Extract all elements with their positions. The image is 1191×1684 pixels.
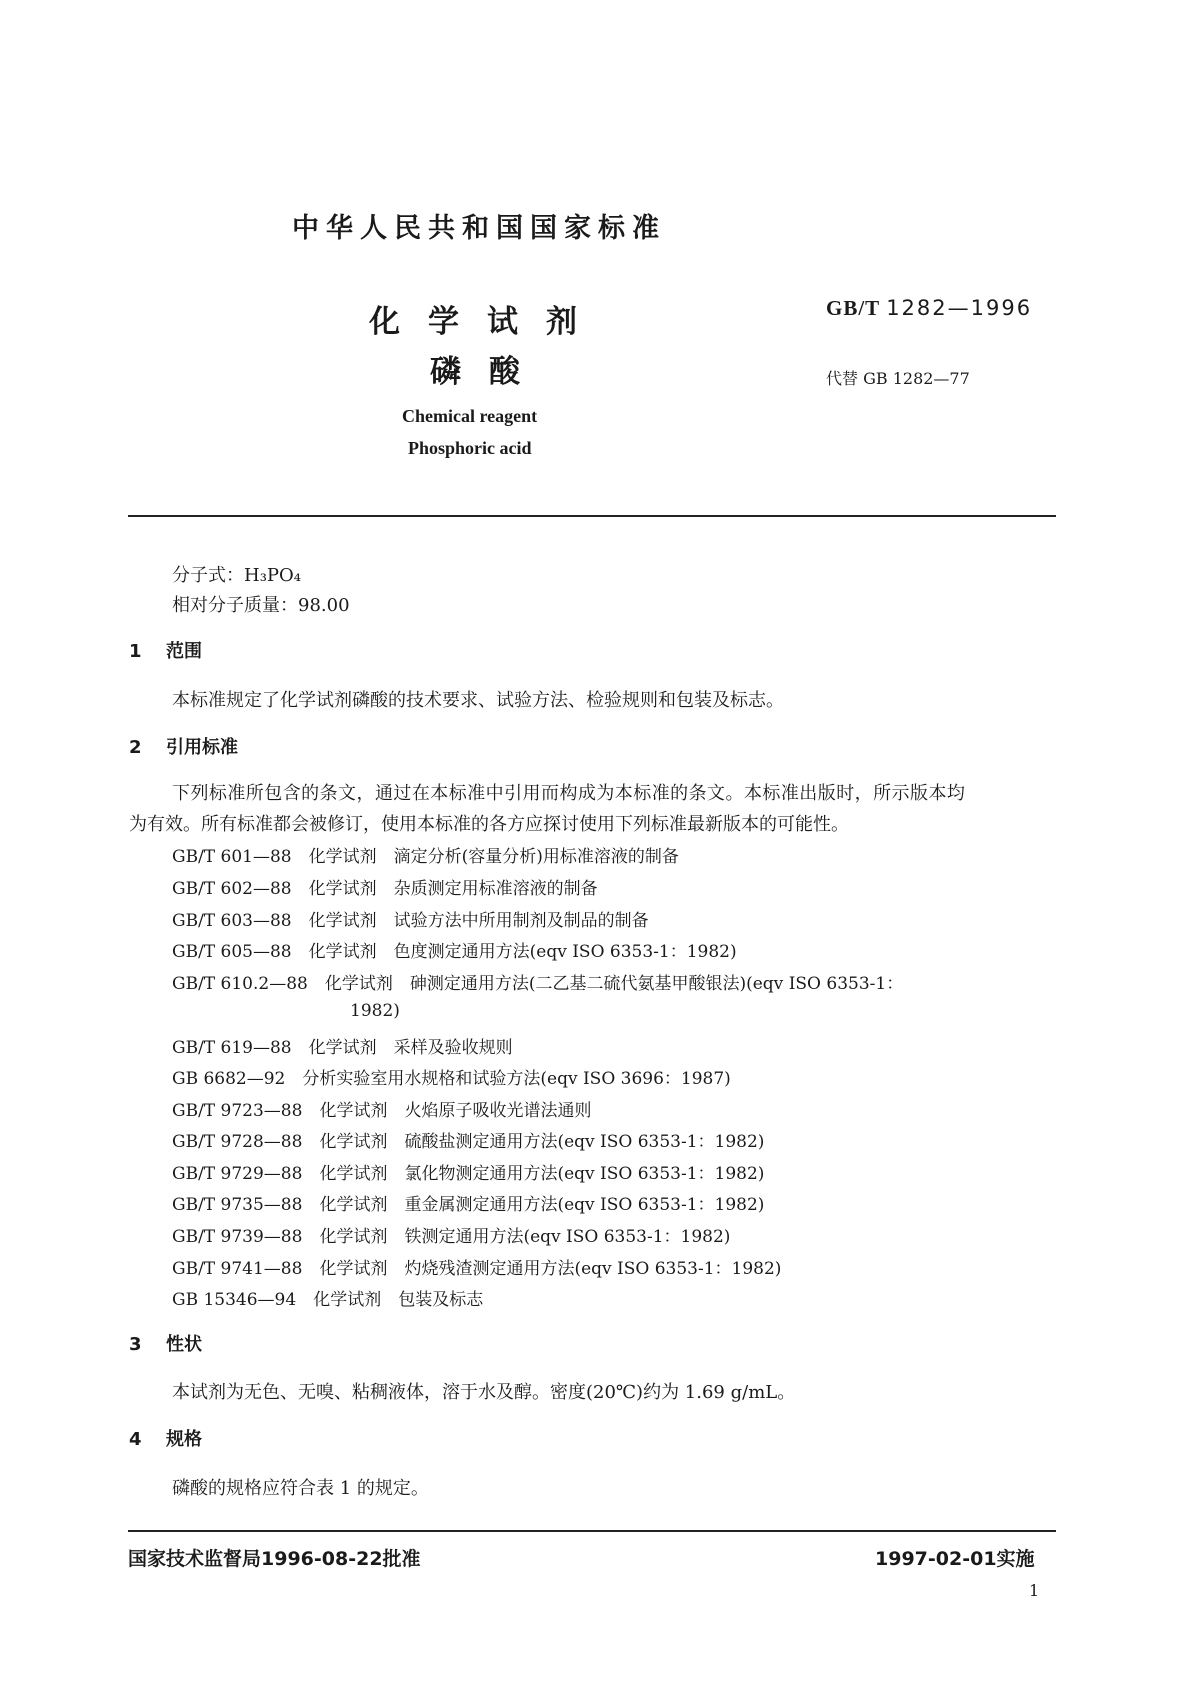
section-title: 引用标准 [166, 737, 238, 758]
reference-item: GB/T 605—88 化学试剂 色度测定通用方法(eqv ISO 6353-1：1982) [172, 942, 737, 962]
reference-item: GB/T 619—88 化学试剂 采样及验收规则 [172, 1038, 513, 1058]
standard-code-number: 1282—1996 [886, 296, 1033, 320]
section-body-references-line2: 为有效。所有标准都会被修订，使用本标准的各方应探讨使用下列标准最新版本的可能性。 [129, 814, 849, 835]
national-standard-title: 中华人民共和国国家标准 [292, 213, 666, 244]
section-body-specification: 磷酸的规格应符合表 1 的规定。 [172, 1478, 429, 1499]
document-title-line2: 磷酸 [430, 354, 548, 390]
section-number: 1 [129, 641, 142, 662]
section-heading-scope [129, 637, 202, 663]
page-number: 1 [1029, 1581, 1040, 1600]
section-heading-properties [129, 1330, 202, 1356]
molecular-mass-value: 98.00 [298, 595, 350, 616]
english-title-line1: Chemical reagent [402, 406, 538, 426]
molecular-formula-label: 分子式： [172, 565, 244, 586]
section-body-properties: 本试剂为无色、无嗅、粘稠液体，溶于水及醇。密度(20℃)约为 1.69 g/mL。 [172, 1382, 796, 1403]
reference-item: GB/T 601—88 化学试剂 滴定分析(容量分析)用标准溶液的制备 [172, 847, 679, 867]
replaces-standard: 代替 GB 1282—77 [826, 369, 970, 388]
section-heading-specification [129, 1425, 202, 1451]
reference-item: GB/T 9741—88 化学试剂 灼烧残渣测定通用方法(eqv ISO 6353-1：1982) [172, 1259, 782, 1279]
reference-item: GB/T 602—88 化学试剂 杂质测定用标准溶液的制备 [172, 879, 598, 899]
molecular-formula [172, 561, 301, 587]
molecular-formula-value: H₃PO₄ [244, 565, 301, 586]
section-number: 4 [129, 1429, 142, 1450]
effective-date: 1997-02-01实施 [875, 1548, 1035, 1570]
reference-item: GB/T 9735—88 化学试剂 重金属测定通用方法(eqv ISO 6353-1：1982) [172, 1195, 765, 1215]
reference-item: GB/T 9729—88 化学试剂 氯化物测定通用方法(eqv ISO 6353-1：1982) [172, 1164, 765, 1184]
reference-item: GB 6682—92 分析实验室用水规格和试验方法(eqv ISO 3696：1987) [172, 1069, 731, 1089]
approval-date: 国家技术监督局1996-08-22批准 [128, 1548, 421, 1570]
reference-item: GB/T 9739—88 化学试剂 铁测定通用方法(eqv ISO 6353-1：1982) [172, 1227, 731, 1247]
standard-code-prefix: GB/T [826, 296, 881, 320]
footer-divider [128, 1530, 1056, 1532]
section-title: 范围 [166, 641, 202, 662]
reference-item-continuation: 1982) [350, 1001, 400, 1021]
molecular-mass-label: 相对分子质量： [172, 595, 298, 616]
section-body-scope: 本标准规定了化学试剂磷酸的技术要求、试验方法、检验规则和包装及标志。 [172, 690, 784, 711]
english-title-line2: Phosphoric acid [408, 438, 532, 458]
section-number: 3 [129, 1334, 142, 1355]
reference-item: GB/T 603—88 化学试剂 试验方法中所用制剂及制品的制备 [172, 911, 649, 931]
header-divider [128, 515, 1056, 517]
section-title: 性状 [166, 1334, 202, 1355]
document-title-line1: 化学试剂 [369, 304, 605, 340]
section-heading-references [129, 733, 238, 759]
standard-code [826, 296, 1032, 321]
reference-item: GB 15346—94 化学试剂 包装及标志 [172, 1290, 484, 1310]
reference-item: GB/T 9723—88 化学试剂 火焰原子吸收光谱法通则 [172, 1101, 592, 1121]
reference-item: GB/T 9728—88 化学试剂 硫酸盐测定通用方法(eqv ISO 6353-1：1982) [172, 1132, 765, 1152]
section-title: 规格 [166, 1429, 202, 1450]
section-number: 2 [129, 737, 142, 758]
molecular-mass [172, 591, 350, 617]
reference-item: GB/T 610.2—88 化学试剂 砷测定通用方法(二乙基二硫代氨基甲酸银法)(eqv ISO 6353-1： [172, 974, 904, 994]
section-body-references-line1: 下列标准所包含的条文，通过在本标准中引用而构成为本标准的条文。本标准出版时，所示版本均 [172, 783, 966, 804]
